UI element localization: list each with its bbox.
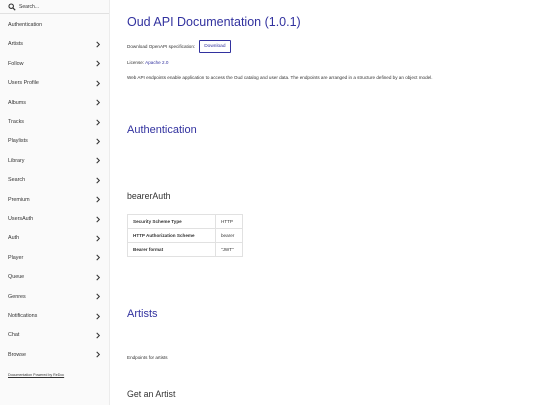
table-row: [128, 215, 243, 229]
sidebar-item-albums[interactable]: [0, 96, 110, 110]
api-description: Web API endpoints enable application to access the Oud catalog and user data. The endpoints are arranged in a structure defined by an object model.: [127, 75, 433, 80]
chevron-right-icon: [95, 60, 101, 67]
sidebar-item-label: Player: [8, 254, 24, 261]
download-label: Download OpenAPI specification:: [127, 44, 196, 49]
chevron-right-icon: [95, 80, 101, 87]
sidebar-item-auth[interactable]: [0, 231, 110, 245]
sidebar-item-label: Tracks: [8, 119, 24, 125]
sidebar-item-premium[interactable]: [0, 193, 110, 207]
sidebar-item-player[interactable]: [0, 251, 110, 265]
sidebar-item-playlists[interactable]: [0, 134, 110, 148]
sidebar-item-label: Search: [8, 177, 26, 184]
sidebar-item-usersauth[interactable]: [0, 212, 110, 226]
chevron-right-icon: [95, 41, 101, 48]
bearer-auth-heading: bearerAuth: [127, 191, 171, 201]
chevron-right-icon: [95, 332, 101, 339]
sidebar-item-label: Premium: [8, 196, 30, 203]
chevron-right-icon: [95, 313, 101, 320]
sidebar-item-label: Follow: [8, 60, 24, 67]
chevron-right-icon: [95, 177, 101, 184]
sidebar-item-notifications[interactable]: [0, 309, 110, 323]
sidebar-item-label: Browse: [8, 351, 26, 358]
sidebar: [0, 0, 110, 405]
scheme-key: HTTP Authorization Scheme: [128, 229, 216, 243]
sidebar-item-library[interactable]: [0, 154, 110, 168]
search-bar: [0, 0, 109, 14]
sidebar-item-browse[interactable]: [0, 348, 110, 362]
chevron-right-icon: [95, 235, 101, 242]
sidebar-item-label: Genres: [8, 293, 26, 300]
sidebar-item-label: Authentication: [8, 22, 43, 28]
sidebar-item-users-profile[interactable]: [0, 76, 110, 90]
sidebar-item-label: Users Profile: [8, 80, 39, 87]
sidebar-item-label: Albums: [8, 99, 26, 106]
license-link[interactable]: Apache 2.0: [145, 60, 169, 65]
sidebar-item-tracks[interactable]: [0, 115, 110, 129]
artists-heading: Artists: [127, 308, 158, 320]
scheme-key: Bearer format: [128, 243, 216, 257]
artists-description: Endpoints for artists: [127, 355, 168, 360]
sidebar-item-chat[interactable]: [0, 328, 110, 342]
sidebar-item-label: Library: [8, 157, 25, 164]
download-row: [127, 40, 231, 53]
sidebar-item-queue[interactable]: [0, 270, 110, 284]
table-row: [128, 229, 243, 243]
chevron-right-icon: [95, 119, 101, 126]
scheme-value: bearer: [216, 229, 243, 243]
chevron-right-icon: [95, 196, 101, 203]
license-row: [127, 60, 168, 65]
scheme-value: HTTP: [216, 215, 243, 229]
page-title: Oud API Documentation (1.0.1): [127, 15, 301, 29]
license-label: License:: [127, 60, 145, 65]
main-content: [110, 0, 540, 405]
search-input[interactable]: [19, 4, 99, 10]
sidebar-item-label: Artists: [8, 41, 23, 48]
security-scheme-table: [127, 214, 243, 257]
chevron-right-icon: [95, 138, 101, 145]
sidebar-item-genres[interactable]: [0, 290, 110, 304]
scheme-key: Security Scheme Type: [128, 215, 216, 229]
sidebar-item-label: Playlists: [8, 138, 28, 145]
table-row: [128, 243, 243, 257]
download-button[interactable]: Download: [199, 40, 230, 53]
chevron-right-icon: [95, 351, 101, 358]
sidebar-item-label: UsersAuth: [8, 216, 34, 222]
chevron-right-icon: [95, 157, 101, 164]
powered-by-link[interactable]: Documentation Powered by ReDoc: [8, 373, 65, 377]
chevron-right-icon: [95, 274, 101, 281]
get-artist-heading: Get an Artist: [127, 389, 176, 399]
sidebar-item-label: Notifications: [8, 313, 38, 319]
sidebar-item-authentication[interactable]: [0, 18, 110, 32]
chevron-right-icon: [95, 254, 101, 261]
sidebar-item-label: Auth: [8, 235, 20, 242]
sidebar-item-search[interactable]: [0, 173, 110, 187]
sidebar-item-label: Queue: [8, 274, 25, 281]
scheme-value: "JWT": [216, 243, 243, 257]
search-icon: [8, 3, 16, 11]
chevron-right-icon: [95, 293, 101, 300]
chevron-right-icon: [95, 216, 101, 223]
sidebar-item-artists[interactable]: [0, 37, 110, 51]
sidebar-item-follow[interactable]: [0, 57, 110, 71]
chevron-right-icon: [95, 99, 101, 106]
sidebar-item-label: Chat: [8, 332, 20, 339]
authentication-heading: Authentication: [127, 124, 197, 136]
